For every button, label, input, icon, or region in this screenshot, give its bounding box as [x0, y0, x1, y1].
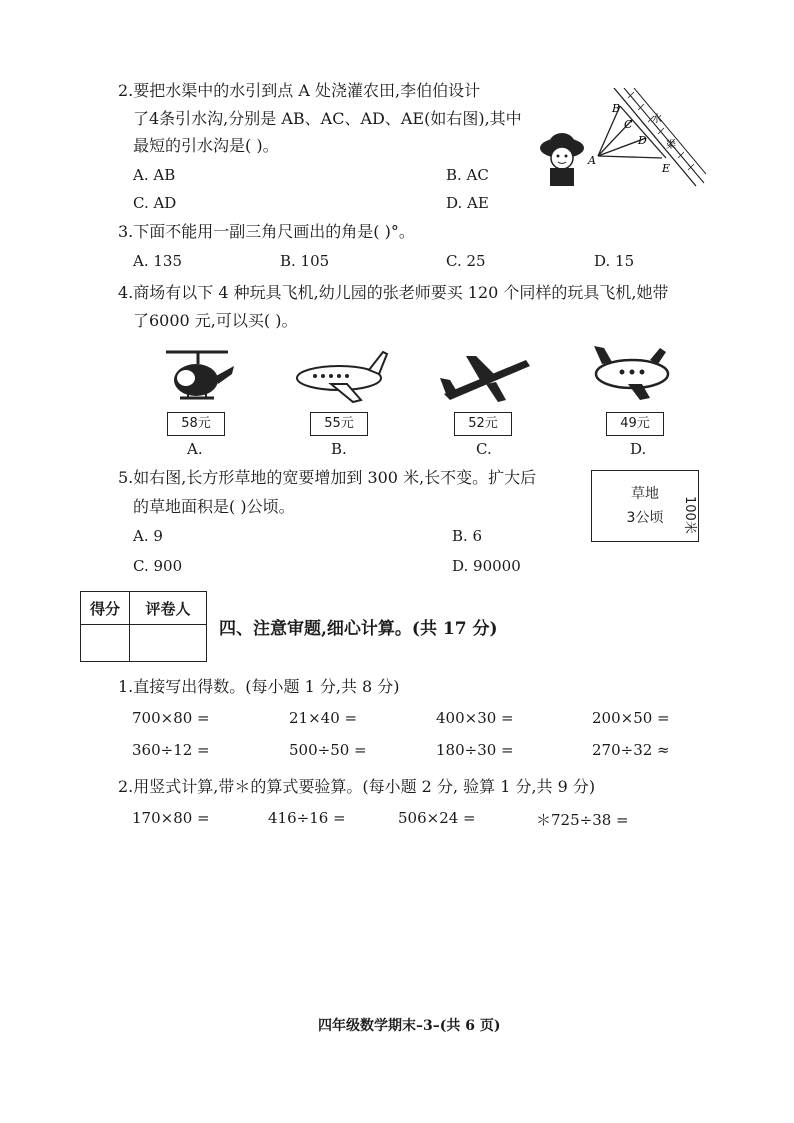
section4-title: 四、注意审题,细心计算。(共 17 分): [219, 619, 498, 639]
grader-header: 评卷人: [130, 592, 207, 625]
price-box-d: 49元: [606, 412, 664, 436]
cartoon-plane-toy-image: [588, 344, 680, 402]
vertical-calc-2: 416÷16 =: [268, 809, 346, 827]
price-box-a: 58元: [167, 412, 225, 436]
q4-option-c[interactable]: C.: [476, 440, 492, 458]
calc-2-2: 500÷50 =: [289, 741, 367, 759]
calc-2-4: 270÷32 ≈: [592, 741, 670, 759]
label-canal: 渠: [666, 140, 676, 151]
q4-line1: 4.商场有以下 4 种玩具飞机,幼儿园的张老师要买 120 个同样的玩具飞机,她带: [118, 283, 669, 302]
q2-line1: 2.要把水渠中的水引到点 A 处浇灌农田,李伯伯设计: [118, 81, 481, 100]
q2-line3: 最短的引水沟是( )。: [133, 136, 279, 155]
page-footer: 四年级数学期末–3–(共 6 页): [318, 1018, 501, 1034]
q5-line2: 的草地面积是( )公顷。: [133, 497, 295, 516]
q2-line2: 了4条引水沟,分别是 AB、AC、AD、AE(如右图),其中: [133, 109, 522, 128]
label-b: B: [612, 102, 621, 115]
grassland-label: 草地: [631, 486, 659, 502]
price-box-c: 52元: [454, 412, 512, 436]
q3-text: 3.下面不能用一副三角尺画出的角是( )°。: [118, 222, 415, 241]
q2-option-c[interactable]: C. AD: [133, 194, 177, 212]
vertical-calc-1: 170×80 =: [132, 809, 210, 827]
q5-option-a[interactable]: A. 9: [133, 527, 163, 545]
q4-option-b[interactable]: B.: [331, 440, 347, 458]
canal-diagram: [536, 88, 706, 188]
q5-option-b[interactable]: B. 6: [452, 527, 483, 545]
line-ae: [598, 156, 662, 158]
q3-option-d[interactable]: D. 15: [594, 252, 635, 270]
q4-line2: 了6000 元,可以买( )。: [133, 311, 298, 330]
score-header: 得分: [81, 592, 130, 625]
jet-plane-toy-image: [436, 350, 536, 406]
calc-1-3: 400×30 =: [436, 709, 514, 727]
calc-2-1: 360÷12 =: [132, 741, 210, 759]
q5-line1: 5.如右图,长方形草地的宽要增加到 300 米,长不变。扩大后: [118, 468, 537, 487]
helicopter-toy-image: [158, 344, 238, 404]
grassland-area-label: 3公顷: [626, 510, 664, 526]
q5-option-d[interactable]: D. 90000: [452, 557, 521, 575]
p1-title: 1.直接写出得数。(每小题 1 分,共 8 分): [118, 677, 400, 696]
label-a: A: [588, 154, 596, 167]
calc-2-3: 180÷30 =: [436, 741, 514, 759]
farmer-illustration: [540, 133, 584, 186]
q3-option-c[interactable]: C. 25: [446, 252, 486, 270]
vertical-calc-4: ＊725÷38 =: [536, 811, 629, 829]
q5-option-c[interactable]: C. 900: [133, 557, 183, 575]
passenger-plane-toy-image: [291, 348, 391, 404]
p2-title: 2.用竖式计算,带＊的算式要验算。(每小题 2 分, 验算 1 分,共 9 分): [118, 777, 596, 796]
q2-option-d[interactable]: D. AE: [446, 194, 489, 212]
label-d: D: [638, 134, 647, 147]
calc-1-4: 200×50 =: [592, 709, 670, 727]
label-water: 水: [652, 114, 662, 125]
q4-option-a[interactable]: A.: [187, 440, 203, 458]
q2-option-b[interactable]: B. AC: [446, 166, 489, 184]
vertical-calc-3: 506×24 =: [398, 809, 476, 827]
price-box-b: 55元: [310, 412, 368, 436]
q2-option-a[interactable]: A. AB: [133, 166, 176, 184]
calc-1-1: 700×80 =: [132, 709, 210, 727]
grader-cell[interactable]: [130, 625, 207, 662]
score-cell[interactable]: [81, 625, 130, 662]
q3-option-a[interactable]: A. 135: [133, 252, 182, 270]
label-e: E: [662, 162, 671, 175]
q4-option-d[interactable]: D.: [630, 440, 647, 458]
calc-1-2: 21×40 =: [289, 709, 358, 727]
width-label: 100米: [682, 496, 697, 534]
q3-option-b[interactable]: B. 105: [280, 252, 330, 270]
score-table: [80, 591, 207, 662]
label-c: C: [624, 118, 633, 131]
